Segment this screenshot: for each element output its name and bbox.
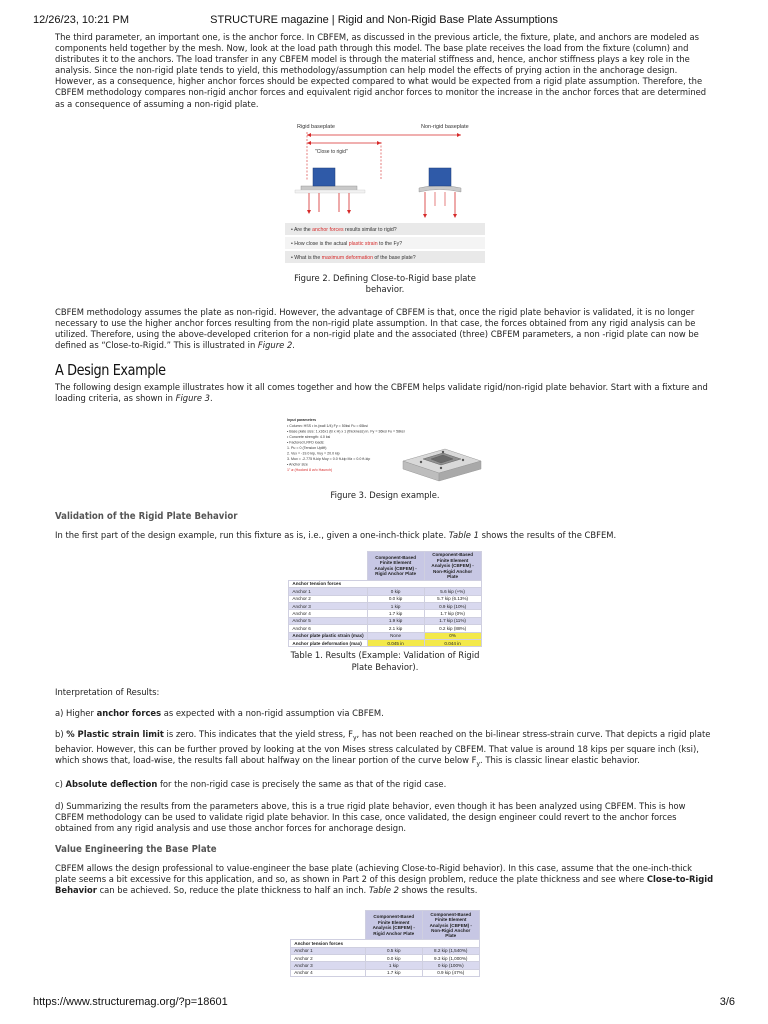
table1-col-rigid: Component-Based Finite Element Analysis (CBFEM) - Rigid Anchor Plate	[367, 551, 424, 580]
table1-deform-rigid-highlight: 0.045 in	[367, 640, 424, 647]
interpretation-item-b: b) % Plastic strain limit is zero. This indicates that the yield stress, $F_y$, has not been reached on the bi-linear stress-strain curve. That depicts a rigid plate behavior. However, this can be further proved by looking at the von Mises stress calculated by CBFEM. That value is around 18 kips per square inch (ksi), which shows that, load-wise, the results fall about halfway on the linear portion of the curve below $F_y$. This is classic linear elastic behavior.	[55, 728, 711, 768]
table1-section: Anchor tension forces	[289, 580, 481, 587]
print-page-number: 3/6	[719, 996, 735, 1008]
paragraph-design-example: The following design example illustrates how it all comes together and how the CBFEM helps validate rigid/non-rigid plate behavior. Start with a fixture and loading criteria, as shown in Figure 3.	[55, 382, 708, 404]
figure-3-caption: Figure 3. Design example.	[330, 489, 440, 500]
fig3-param-3: • Concrete strength: 4.0 ksi	[287, 434, 331, 439]
interpretation-item-d: d) Summarizing the results from the parameters above, this is a true rigid plate behavior, even though it has been analyzed using CBFEM. This is how CBFEM methodology can be used to validate rigid plate behavior. In this case, once validated, the design engineer could revert to the anchor forces obtained from any rigid analysis and use those anchor forces for anchorage design.	[55, 800, 686, 833]
figure-2-caption: Figure 2. Defining Close-to-Rigid base plate behavior.	[294, 272, 476, 294]
table-row: Anchor 1	[291, 947, 366, 954]
table-row: Anchor 3	[289, 603, 367, 610]
table2-col-rigid: Component-Based Finite Element Analysis (CBFEM) - Rigid Anchor Plate	[365, 911, 422, 940]
table1-deform-nonrigid-highlight: 0.044 in	[424, 640, 481, 647]
article-content	[55, 32, 715, 977]
fig2-label-rigid: Rigid baseplate	[297, 123, 335, 130]
paragraph-value-engineering: CBFEM allows the design professional to value-engineer the base plate (achieving Close-to-Rigid behavior). In this case, assume that the one-inch-thick plate seems a bit excessive for this application, and so, as shown in Part 2 of this design problem, reduce the plate thickness and see where Close-to-Rigid Behavior can be achieved. So, reduce the plate thickness to half an inch. Table 2 shows the results.	[55, 862, 714, 896]
table-1-caption: Table 1. Results (Example: Validation of Rigid Plate Behavior).	[290, 650, 480, 672]
interpretation-item-c: c) Absolute deflection for the non-rigid case is precisely the same as that of the rigid case.	[55, 779, 447, 790]
table1-strain-label: Anchor plate plastic strain (max)	[289, 632, 367, 639]
table-2-reference: Table 2	[368, 885, 399, 896]
fig2-bullet-2: • How close is the actual plastic strain to the Fy?	[291, 240, 403, 247]
section-heading-design-example: A Design Example	[55, 361, 166, 380]
fig2-label-close: "Close to rigid"	[315, 148, 348, 155]
interpretation-title: Interpretation of Results:	[55, 686, 160, 697]
table-1-reference: Table 1	[448, 529, 479, 540]
table1-col-nonrigid: Component-Based Finite Element Analysis (CBFEM) - Non-Rigid Anchor Plate	[424, 551, 481, 580]
fig2-bullet-3: • What is the maximum deformation of the base plate?	[291, 254, 416, 261]
paragraph-validation: In the first part of the design example, run this fixture as is, i.e., given a one-inch-thick plate. Table 1 shows the results of the CBFEM.	[55, 529, 617, 540]
fig3-param-2: • Base plate size: 1.x16x1 (B x H) x 1 (thickness) in. Fy = 36ksi Fu = 58ksi	[287, 429, 405, 433]
table-row: Anchor 2	[291, 955, 366, 962]
print-title: STRUCTURE magazine | Rigid and Non-Rigid Base Plate Assumptions	[210, 14, 558, 26]
table-row: Anchor 6	[289, 625, 367, 632]
table-row: Anchor 4	[291, 969, 366, 976]
table2-col-nonrigid: Component-Based Finite Element Analysis (CBFEM) - Non-Rigid Anchor Plate	[422, 911, 479, 940]
subheading-value-engineering: Value Engineering the Base Plate	[55, 843, 217, 855]
print-url[interactable]: https://www.structuremag.org/?p=18601	[33, 996, 228, 1008]
subheading-validation: Validation of the Rigid Plate Behavior	[55, 510, 238, 522]
table-row: Anchor 5	[289, 617, 367, 624]
paragraph-anchor-force: The third parameter, an important one, is the anchor force. In CBFEM, as discussed in the previous article, the fixture, plate, and anchors are modeled as components held together by the mesh. Now, look at the load path through this model. The base plate receives the load from the fixture (column) and distributes it to the anchors. The load transfer in any CBFEM model is through the material stiffness and, hence, anchor stiffness plays a key role in the analysis. Since the non-rigid plate tends to yield, this methodology/assumption can help model the effects of prying action in the anchorage design. However, as a consequence, higher anchor forces should be expected compared to what would be expected from a rigid plate assumption. Therefore, the CBFEM methodology compares non-rigid anchor forces and equivalent rigid anchor forces to monitor the increase in the anchor forces that are determined as a consequence of assuming a non-rigid plate.	[55, 32, 707, 109]
fig3-params-title: Input parameters	[287, 417, 317, 422]
fig3-base-plate-model	[403, 449, 481, 481]
results-table-1: Component-Based Finite Element Analysis (CBFEM) - Rigid Anchor Plate Component-Based Finite Element Analysis (CBFEM) - Non-Rigid Anchor Plate Anchor tension forces Anchor 1 0 kip 5.6 kip (+%) Anchor 2 0.0 kip 5.7 kip (6.13%) Anchor 3 1 kip 0.9 kip (10%) Anchor 4 1.7 kip 1.7 kip (0%) Anchor 5 1.9 kip 1.7 kip (11%) Anchor 6 2.1 kip 0.2 kip (88%) Anchor plate plastic strain (max) None 0% Anchor plate deformation (max) 0.045 in 0.044 in	[288, 551, 481, 648]
table1-deform-label: Anchor plate deformation (max)	[289, 640, 367, 647]
table-1-figure	[55, 551, 715, 673]
figure-3-reference: Figure 3	[175, 393, 210, 404]
table-2-figure	[55, 910, 715, 977]
fig3-param-9: 1" ø (Hooked 8 w/o Haunch)	[287, 467, 333, 472]
print-footer	[33, 996, 735, 1010]
paragraph-cbfem-methodology: CBFEM methodology assumes the plate as non-rigid. However, the advantage of CBFEM is that, once the rigid plate behavior is validated, it is no longer necessary to use the higher anchor forces resulting from the non-rigid plate assumption. In that case, the forces obtained from any rigid analysis can be utilized. Therefore, using the above-developed criterion for a non-rigid plate and the associated (three) CBFEM parameters, a non -rigid plate can now be defined as “Close-to-Rigid.” This is illustrated in Figure 2.	[55, 306, 699, 351]
fig3-param-8: • Anchor size	[287, 462, 308, 466]
figure-3	[55, 415, 715, 501]
fig3-param-4: • Factored LRFD loads:	[287, 440, 325, 444]
fig3-param-1: • Column: HSS • in.(wall 1/4) Fy = 50ksi Fu = 65ksi	[287, 423, 368, 428]
fig3-param-5: 1. Pu = 0 (Tension Uplift)	[287, 445, 327, 450]
table1-strain-highlight: 0%	[424, 632, 481, 639]
figure-2-diagram	[285, 120, 485, 270]
figure-2	[55, 120, 715, 295]
fig3-param-6: 2. Vux = -19.0 kip, Vuy = 20.0 kip	[287, 451, 340, 455]
table-row: Anchor 2	[289, 595, 367, 602]
results-table-2: Component-Based Finite Element Analysis (CBFEM) - Rigid Anchor Plate Component-Based Finite Element Analysis (CBFEM) - Non-Rigid Anchor Plate Anchor tension forces Anchor 1 0.5 kip 8.2 kip (1,540%) Anchor 2 0.0 kip 9.3 kip (1,000%) Anchor 3 1 kip 0 kip (100%) Anchor 4 1.7 kip 0.9 kip (47%)	[290, 910, 480, 977]
figure-3-diagram	[285, 415, 485, 487]
table-row: Anchor 4	[289, 610, 367, 617]
table2-section: Anchor tension forces	[291, 940, 480, 947]
fig3-param-7: 3. Mux = -2.775 ft-kip Muy = 0.0 ft-kip Mz = 0.0 ft-kip	[287, 456, 371, 461]
figure-2-reference: Figure 2	[257, 340, 293, 351]
interpretation-item-a: a) Higher anchor forces as expected with a non-rigid assumption via CBFEM.	[55, 707, 384, 718]
table-row: Anchor 3	[291, 962, 366, 969]
print-header	[33, 14, 735, 28]
fig2-bullet-1: • Are the anchor forces results similar to rigid?	[291, 226, 397, 233]
print-datetime: 12/26/23, 10:21 PM	[33, 14, 130, 26]
fig2-label-nonrigid: Non-rigid baseplate	[421, 123, 469, 130]
table-row: Anchor 1	[289, 588, 367, 595]
